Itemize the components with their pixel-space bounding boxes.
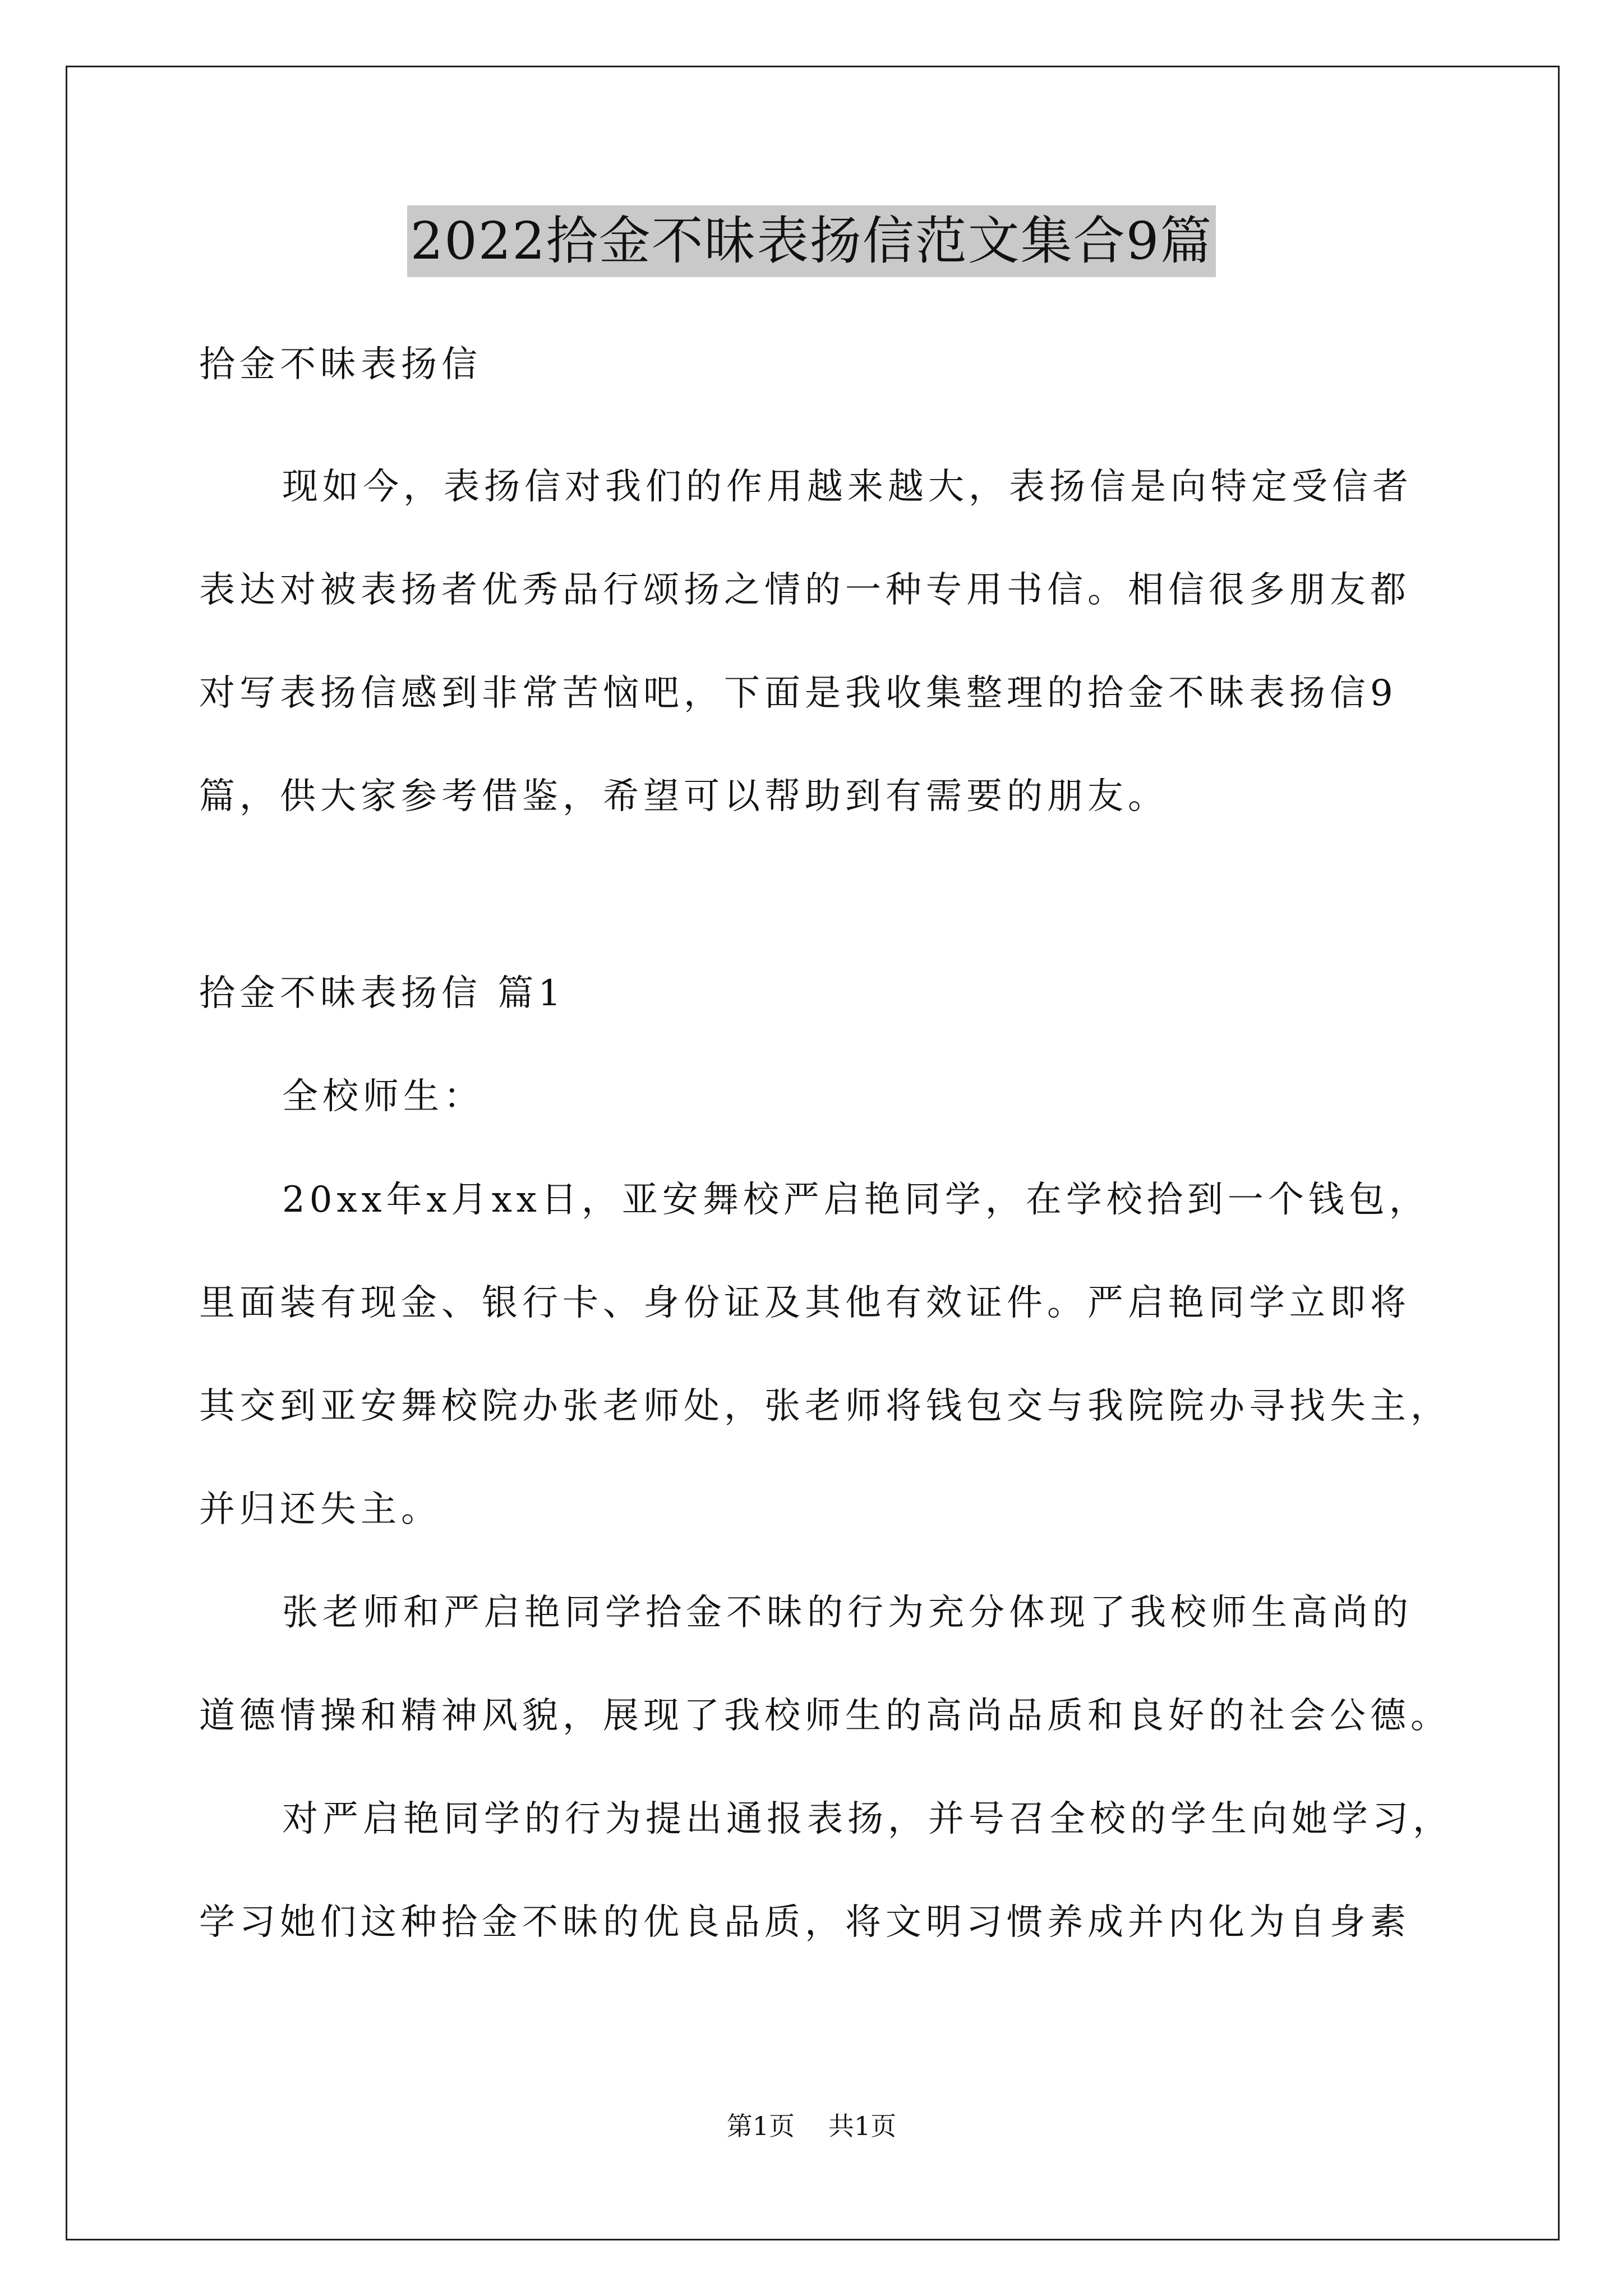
page-footer [0,2109,1623,2143]
paragraph-line: 20xx年x月xx日，亚安舞校严启艳同学，在学校拾到一个钱包， [282,1179,1430,1221]
page-number: 第1页 [726,2111,795,2141]
paragraph-line: 里面装有现金、银行卡、身份证及其他有效证件。严启艳同学立即将 [199,1282,1410,1324]
document-title: 2022拾金不昧表扬信范文集合9篇 [407,205,1216,277]
article-heading: 拾金不昧表扬信 篇1 [199,973,566,1014]
paragraph-line: 张老师和严启艳同学拾金不昧的行为充分体现了我校师生高尚的 [282,1592,1413,1634]
paragraph-line: 学习她们这种拾金不昧的优良品质，将文明习惯养成并内化为自身素 [199,1902,1410,1943]
document-body [199,314,1453,1946]
intro-line: 篇，供大家参考借鉴，希望可以帮助到有需要的朋友。 [199,776,1168,817]
intro-line: 现如今，表扬信对我们的作用越来越大，表扬信是向特定受信者 [282,466,1413,508]
intro-line: 对写表扬信感到非常苦恼吧，下面是我收集整理的拾金不昧表扬信9 [199,673,1398,714]
title-container [0,205,1623,277]
section-heading: 拾金不昧表扬信 [199,344,482,385]
intro-line: 表达对被表扬者优秀品行颂扬之情的一种专用书信。相信很多朋友都 [199,569,1410,611]
page-total: 共1页 [828,2111,897,2141]
salutation: 全校师生： [282,1076,484,1117]
paragraph-line: 其交到亚安舞校院办张老师处，张老师将钱包交与我院院办寻找失主， [199,1386,1451,1427]
paragraph-line: 并归还失主。 [199,1489,441,1530]
paragraph-line: 道德情操和精神风貌，展现了我校师生的高尚品质和良好的社会公德。 [199,1695,1451,1737]
paragraph-line: 对严启艳同学的行为提出通报表扬，并号召全校的学生向她学习， [282,1798,1453,1840]
